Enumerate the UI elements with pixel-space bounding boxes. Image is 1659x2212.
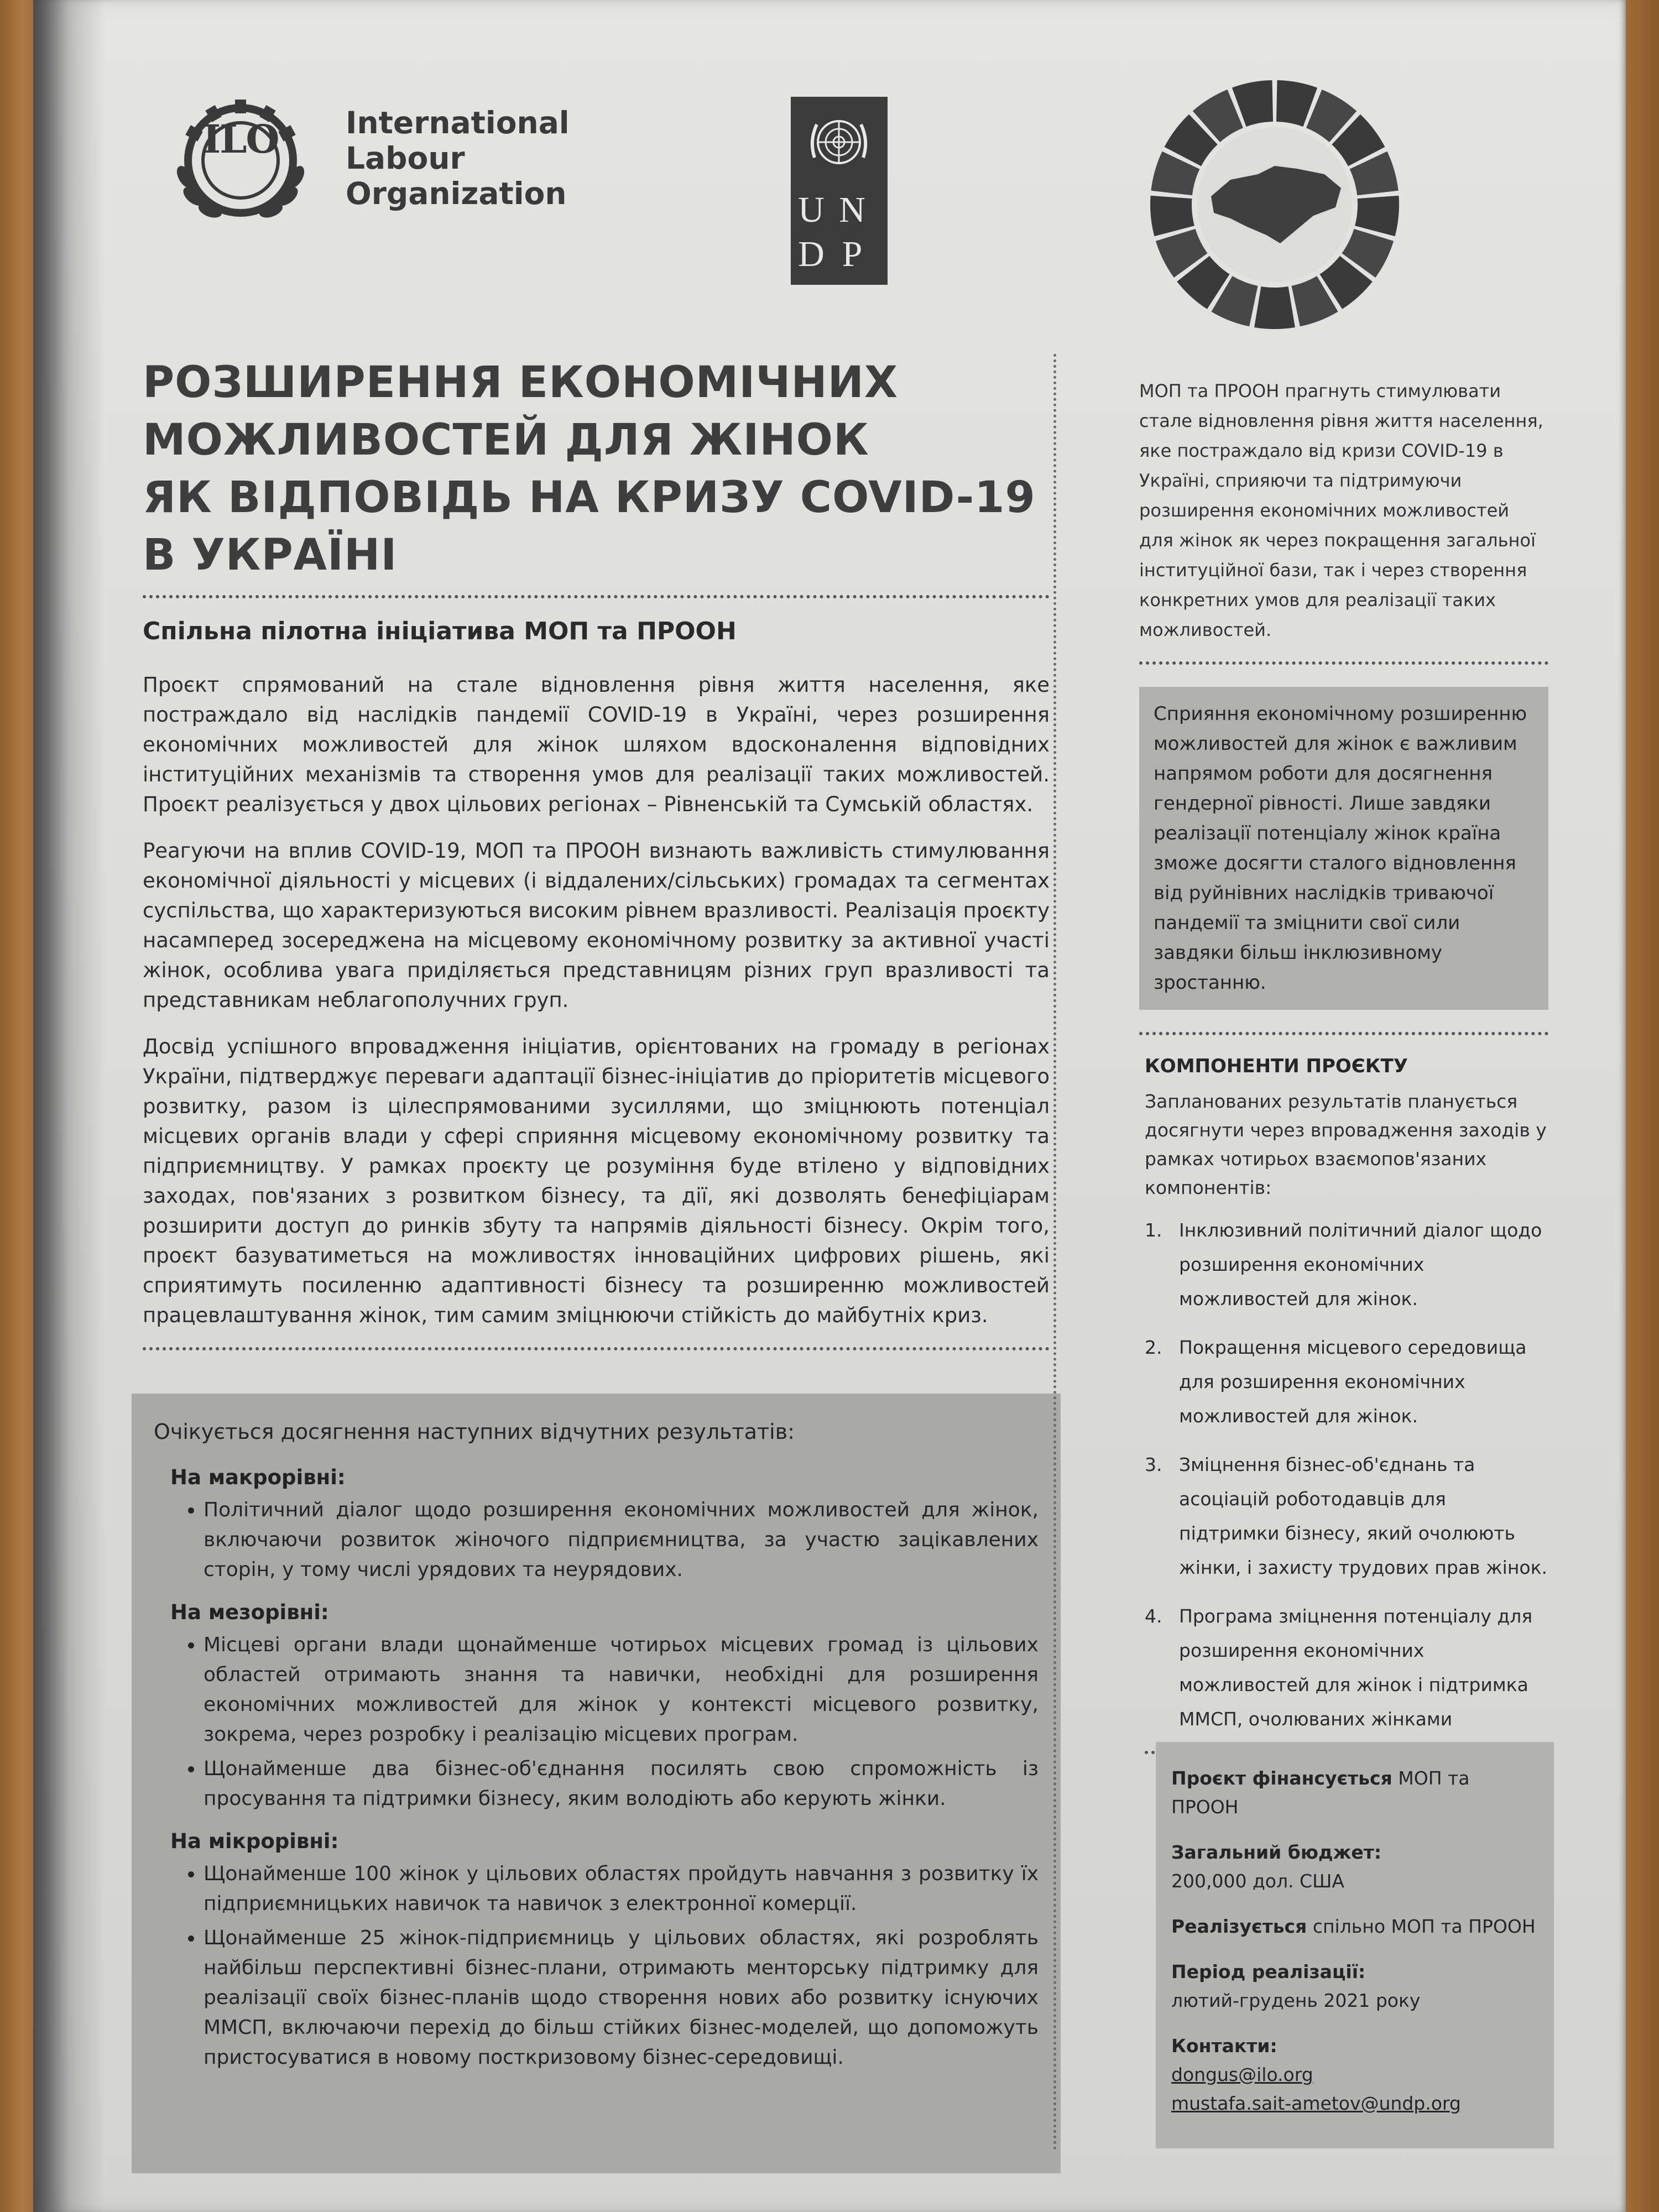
component-item bbox=[1145, 1331, 1548, 1433]
ilo-name-line: Organization bbox=[346, 176, 567, 211]
component-number: 2. bbox=[1145, 1337, 1162, 1358]
component-item bbox=[1145, 1213, 1548, 1316]
component-text: Програма зміцнення потенціалу для розширення економічних можливостей для жінок і підтримка ММСП, очолюваних жінками bbox=[1179, 1605, 1533, 1730]
ilo-name-line: Labour bbox=[346, 140, 465, 176]
meso-level-list bbox=[154, 1630, 1039, 1814]
implemented-value: спільно МОП та ПРООН bbox=[1312, 1916, 1536, 1937]
list-item: • Щонайменше 25 жінок-підприємниць у цільових областях, які розроблять найбільш перспективні бізнес-плани, отримають менторську підтримку для реалізації своїх бізнес-планів щодо створення нових або розвитку існуючих ММСП, включаючи перехід до більш стійких бізнес-моделей, що допоможуть пристосуватися в новому посткризовому бізнес-середовищі. bbox=[204, 1923, 1039, 2073]
sidebar-intro: МОП та ПРООН прагнуть стимулювати стале відновлення рівня життя населення, яке постраждало від кризи COVID-19 в Україні, сприяючи та підтримуючи розширення економічних можливостей для жінок як через покращення загальної інституційної бази, так і через створення конкретних умов для реалізації таких можливостей. bbox=[1139, 380, 1543, 640]
un-emblem-icon bbox=[805, 108, 874, 177]
period bbox=[1171, 1958, 1538, 2015]
ilo-name-line: International bbox=[346, 105, 570, 140]
title-line: МОЖЛИВОСТЕЙ ДЛЯ ЖІНОК bbox=[143, 415, 869, 465]
components-intro: Запланованих результатів планується досягнути через впровадження заходів у рамках чотирьох взаємопов'язаних компонентів: bbox=[1145, 1091, 1547, 1198]
undp-logo bbox=[791, 97, 888, 285]
budget bbox=[1171, 1838, 1538, 1896]
funded-label: Проєкт фінансується bbox=[1171, 1767, 1392, 1789]
implemented-label: Реалізується bbox=[1171, 1916, 1307, 1937]
components-list bbox=[1095, 1213, 1548, 1736]
sdg-segment bbox=[1355, 196, 1399, 237]
micro-level-list bbox=[154, 1859, 1039, 2073]
paragraph: Проєкт спрямований на стале відновлення рівня життя населення, яке постраждало від наслідків пандемії COVID-19 в Україні, через розширення економічних можливостей для жінок шляхом вдосконалення відповідних інституційних механізмів та створення умов для реалізації таких можливостей. Проєкт реалізується у двох цільових регіонах – Рівненській та Сумській областях. bbox=[143, 673, 1050, 816]
wooden-surface-right bbox=[1626, 0, 1659, 2212]
implemented-by bbox=[1171, 1912, 1538, 1941]
project-info-box bbox=[1156, 1742, 1554, 2148]
component-number: 3. bbox=[1145, 1454, 1162, 1475]
component-item bbox=[1145, 1448, 1548, 1585]
sidebar-column bbox=[1095, 376, 1548, 1754]
micro-level-label: На мікрорівні: bbox=[170, 1829, 339, 1853]
page-edge-shadow bbox=[33, 0, 105, 2212]
period-value: лютий-грудень 2021 року bbox=[1171, 1990, 1421, 2011]
undp-letter: D bbox=[798, 234, 825, 274]
component-number: 4. bbox=[1145, 1605, 1162, 1627]
paragraph: Досвід успішного впровадження ініціатив, орієнтованих на громаду в регіонах України, підтверджує переваги адаптації бізнес-ініціатив до пріоритетів місцевого розвитку, разом із цілеспрямованими зусиллями, що зміцнюють потенціал місцевих органів влади у сфері сприяння місцевому економічному розвитку та підприємництву. У рамках проєкту це розуміння буде втілено у відповідних заходах, пов'язаних з розвитком бізнесу, та дії, які дозволять бенефіціарам розширити доступ до ринків збуту та напрямів діяльності бізнесу. Окрім того, проєкт базуватиметься на можливостях інноваційних цифрових рішень, які сприятимуть посиленню адаптивності бізнесу та розширенню можливостей працевлаштування жінок, тим самим зміцнюючи стійкість до майбутніх криз. bbox=[143, 1035, 1050, 1327]
component-text: Зміцнення бізнес-об'єднань та асоціацій роботодавців для підтримки бізнесу, який очолюють жінки, і захисту трудових прав жінок. bbox=[1179, 1454, 1548, 1578]
dotted-divider bbox=[143, 1347, 1050, 1350]
undp-letters bbox=[791, 188, 888, 276]
dotted-divider bbox=[1139, 661, 1548, 665]
ilo-wordmark bbox=[346, 105, 570, 211]
sdg-segment bbox=[1150, 196, 1194, 237]
list-item: • Щонайменше два бізнес-об'єднання посилять свою спроможність із просування та підтримки бізнесу, яким володіють або керують жінки. bbox=[204, 1754, 1039, 1814]
macro-level-label: На макрорівні: bbox=[170, 1465, 346, 1489]
main-column bbox=[143, 354, 1050, 1361]
contact-email-link[interactable]: mustafa.sait-ametov@undp.org bbox=[1171, 2093, 1461, 2114]
macro-level-list bbox=[154, 1495, 1039, 1585]
undp-letter: P bbox=[842, 234, 863, 274]
component-text: Інклюзивний політичний діалог щодо розширення економічних можливостей для жінок. bbox=[1179, 1219, 1542, 1310]
contacts-label: Контакти: bbox=[1171, 2035, 1277, 2057]
sdg-wheel-ukraine-logo bbox=[1147, 77, 1402, 332]
title-line: В УКРАЇНІ bbox=[143, 530, 398, 580]
budget-label: Загальний бюджет: bbox=[1171, 1841, 1382, 1863]
expected-results-box bbox=[132, 1394, 1061, 2173]
component-text: Покращення місцевого середовища для розширення економічних можливостей для жінок. bbox=[1179, 1337, 1527, 1427]
funded-value: МОП та ПРООН bbox=[1171, 1767, 1470, 1818]
column-divider bbox=[1053, 354, 1056, 2151]
funded-by bbox=[1171, 1764, 1538, 1822]
list-item: • Щонайменше 100 жінок у цільових областях пройдуть навчання з розвитку їх підприємницьких навичок та навичок з електронної комерції. bbox=[204, 1859, 1039, 1919]
title-line: РОЗШИРЕННЯ ЕКОНОМІЧНИХ bbox=[143, 358, 899, 408]
undp-letter: N bbox=[839, 190, 865, 230]
highlight-box: Сприяння економічному розширенню можливостей для жінок є важливим напрямом роботи для досягнення гендерної рівності. Лише завдяки реалізації потенціалу жінок країна зможе досягти сталого відновлення від руйнівних наслідків триваючої пандемії та зміцнити свої сили завдяки більш інклюзивному зростанню. bbox=[1139, 687, 1548, 1010]
component-number: 1. bbox=[1145, 1219, 1162, 1241]
dotted-divider bbox=[143, 595, 1050, 598]
results-intro: Очікується досягнення наступних відчутних результатів: bbox=[154, 1420, 795, 1444]
sdg-segment bbox=[1254, 286, 1295, 329]
period-label: Період реалізації: bbox=[1171, 1961, 1366, 1983]
ilo-emblem-text: ILO bbox=[202, 116, 279, 162]
budget-value: 200,000 дол. США bbox=[1171, 1870, 1344, 1892]
list-item: • Політичний діалог щодо розширення економічних можливостей для жінок, включаючи розвиток жіночого підприємництва, за участю зацікавлених сторін, у тому числі урядових та неурядових. bbox=[204, 1495, 1039, 1585]
dotted-divider bbox=[1139, 1032, 1548, 1035]
title-line: ЯК ВІДПОВІДЬ НА КРИЗУ COVID-19 bbox=[143, 473, 1036, 523]
subtitle: Спільна пілотна ініціатива МОП та ПРООН bbox=[143, 617, 737, 645]
undp-letter: U bbox=[798, 190, 825, 230]
page-title bbox=[143, 354, 1050, 584]
components-heading: КОМПОНЕНТИ ПРОЄКТУ bbox=[1145, 1055, 1408, 1077]
ilo-emblem-logo bbox=[155, 94, 326, 232]
list-item: • Місцеві органи влади щонайменше чотирьох місцевих громад із цільових областей отримають знання та навички, необхідні для розширення економічних можливостей для жінок у контексті місцевого розвитку, зокрема, через розробку і реалізацію місцевих програм. bbox=[204, 1630, 1039, 1750]
contact-email-link[interactable]: dongus@ilo.org bbox=[1171, 2064, 1313, 2085]
paragraph: Реагуючи на вплив COVID-19, МОП та ПРООН визнають важливість стимулювання економічної діяльності у місцевих (і віддалених/сільських) громадах та сегментах суспільства, що характеризуються високим рівнем вразливості. Реалізація проєкту насамперед зосереджена на місцевому економічному розвитку за активної участі жінок, особлива увага приділяється представницям різних груп вразливості та представникам неблагополучних груп. bbox=[143, 839, 1050, 1012]
component-item bbox=[1145, 1599, 1548, 1736]
contacts bbox=[1171, 2032, 1538, 2118]
meso-level-label: На мезорівні: bbox=[170, 1600, 329, 1624]
